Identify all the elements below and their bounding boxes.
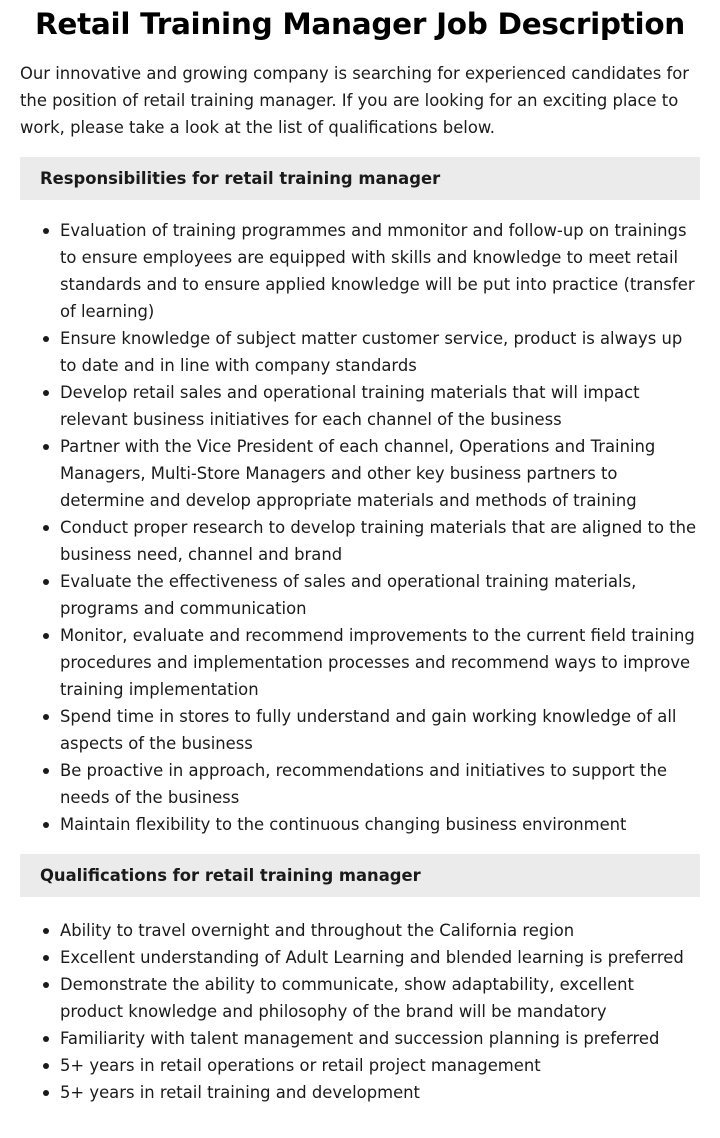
list-item: Monitor, evaluate and recommend improvements to the current field training procedures and implementation processes and recommend ways to improve training implementation [60,622,700,703]
list-item: Ability to travel overnight and throughout the California region [60,917,700,944]
list-item: Ensure knowledge of subject matter customer service, product is always up to date and in line with company standards [60,325,700,379]
list-item: 5+ years in retail training and development [60,1079,700,1106]
list-item: Demonstrate the ability to communicate, show adaptability, excellent product knowledge and philosophy of the brand will be mandatory [60,971,700,1025]
list-item: Partner with the Vice President of each channel, Operations and Training Managers, Multi-Store Managers and other key business partners to determine and develop appropriate materials and methods of training [60,433,700,514]
list-item: Conduct proper research to develop training materials that are aligned to the business need, channel and brand [60,514,700,568]
responsibilities-heading: Responsibilities for retail training manager [20,157,700,200]
list-item: Spend time in stores to fully understand and gain working knowledge of all aspects of the business [60,703,700,757]
qualifications-heading: Qualifications for retail training manager [20,854,700,897]
responsibilities-list [20,217,700,838]
list-item: Familiarity with talent management and succession planning is preferred [60,1025,700,1052]
list-item: Develop retail sales and operational training materials that will impact relevant business initiatives for each channel of the business [60,379,700,433]
page-title: Retail Training Manager Job Description [34,7,686,41]
intro-paragraph: Our innovative and growing company is searching for experienced candidates for the position of retail training manager. If you are looking for an exciting place to work, please take a look at the list of qualifications below. [20,64,690,137]
qualifications-list [20,917,700,1106]
list-item: Be proactive in approach, recommendations and initiatives to support the needs of the business [60,757,700,811]
list-item: Evaluate the effectiveness of sales and operational training materials, programs and communication [60,568,700,622]
list-item: Maintain flexibility to the continuous changing business environment [60,811,700,838]
list-item: Evaluation of training programmes and mmonitor and follow-up on trainings to ensure employees are equipped with skills and knowledge to meet retail standards and to ensure applied knowledge will be put into practice (transfer of learning) [60,217,700,325]
list-item: Excellent understanding of Adult Learning and blended learning is preferred [60,944,700,971]
list-item: 5+ years in retail operations or retail project management [60,1052,700,1079]
